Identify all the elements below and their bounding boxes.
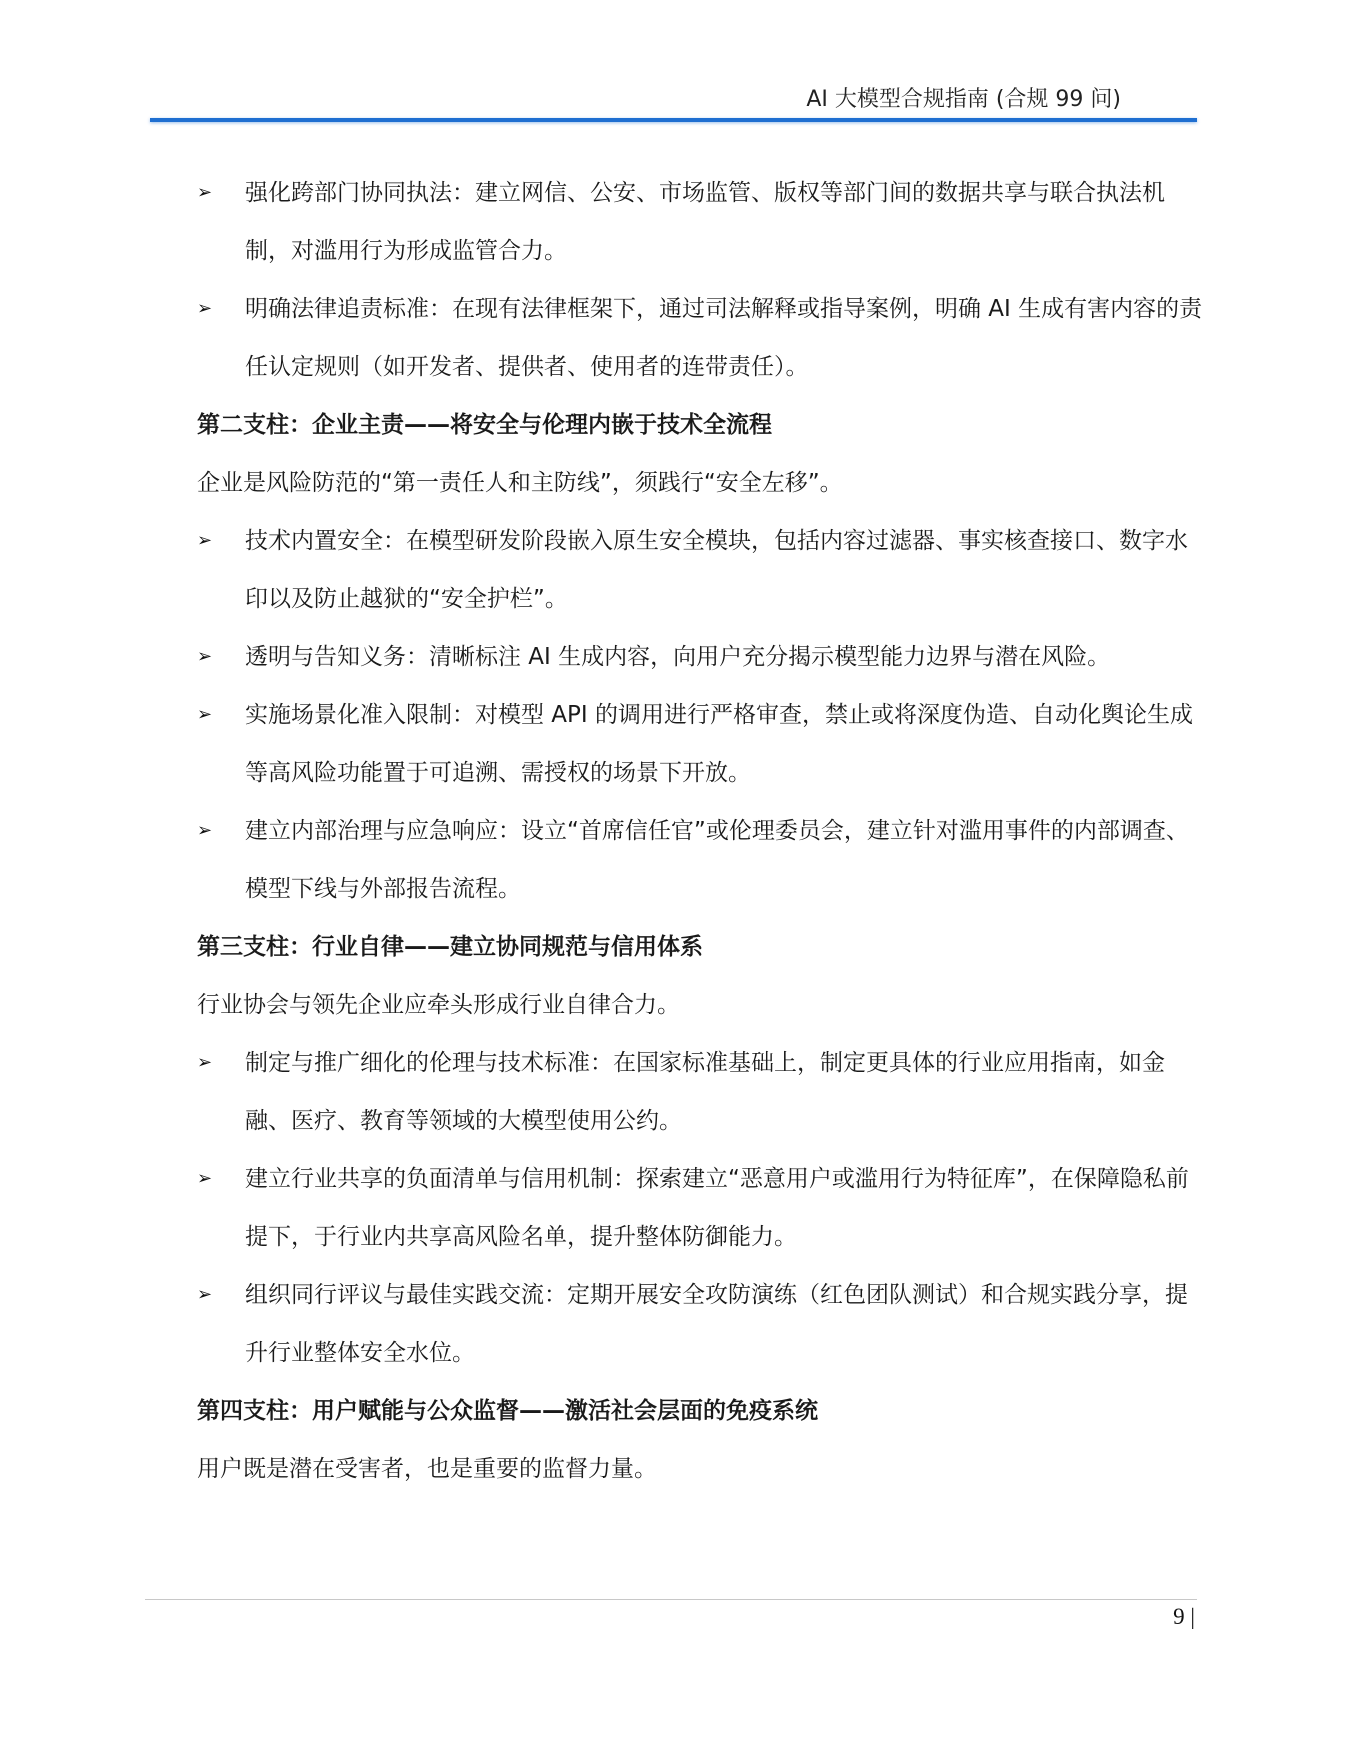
footer-divider <box>145 1599 1197 1600</box>
bullet-item <box>197 512 1207 628</box>
arrow-bullet-icon: ➢ <box>197 646 213 667</box>
bullet-text: 建立内部治理与应急响应：设立“首席信任官”或伦理委员会，建立针对滥用事件的内部调查、模型下线与外部报告流程。 <box>245 818 1189 902</box>
bullet-item <box>197 164 1207 280</box>
arrow-bullet-icon: ➢ <box>197 1052 213 1073</box>
arrow-bullet-icon: ➢ <box>197 182 213 203</box>
paragraph: 行业协会与领先企业应牵头形成行业自律合力。 <box>197 992 680 1018</box>
bullet-text: 组织同行评议与最佳实践交流：定期开展安全攻防演练（红色团队测试）和合规实践分享，提升行业整体安全水位。 <box>245 1282 1188 1366</box>
header-title: AI 大模型合规指南 (合规 99 问) <box>806 87 1121 112</box>
section-heading: 第二支柱：企业主责——将安全与伦理内嵌于技术全流程 <box>197 412 772 438</box>
arrow-bullet-icon: ➢ <box>197 298 213 319</box>
bullet-text: 制定与推广细化的伦理与技术标准：在国家标准基础上，制定更具体的行业应用指南，如金融、医疗、教育等领域的大模型使用公约。 <box>245 1050 1165 1134</box>
arrow-bullet-icon: ➢ <box>197 1168 213 1189</box>
bullet-text: 明确法律追责标准：在现有法律框架下，通过司法解释或指导案例，明确 AI 生成有害内容的责任认定规则（如开发者、提供者、使用者的连带责任）。 <box>245 296 1203 380</box>
bullet-text: 技术内置安全：在模型研发阶段嵌入原生安全模块，包括内容过滤器、事实核查接口、数字水印以及防止越狱的“安全护栏”。 <box>245 528 1188 612</box>
bullet-text: 强化跨部门协同执法：建立网信、公安、市场监管、版权等部门间的数据共享与联合执法机制，对滥用行为形成监管合力。 <box>245 180 1165 264</box>
document-body <box>197 164 1207 1498</box>
bullet-item <box>197 686 1207 802</box>
bullet-item <box>197 1034 1207 1150</box>
bullet-item <box>197 1150 1207 1266</box>
arrow-bullet-icon: ➢ <box>197 1284 213 1305</box>
arrow-bullet-icon: ➢ <box>197 820 213 841</box>
section-heading: 第三支柱：行业自律——建立协同规范与信用体系 <box>197 934 703 960</box>
page-number: 9 | <box>1173 1604 1195 1629</box>
bullet-item <box>197 280 1207 396</box>
paragraph: 用户既是潜在受害者，也是重要的监督力量。 <box>197 1456 657 1482</box>
bullet-item <box>197 628 1207 686</box>
arrow-bullet-icon: ➢ <box>197 530 213 551</box>
bullet-item <box>197 802 1207 918</box>
bullet-item <box>197 1266 1207 1382</box>
header-divider <box>150 118 1197 122</box>
paragraph: 企业是风险防范的“第一责任人和主防线”，须践行“安全左移”。 <box>197 470 843 496</box>
arrow-bullet-icon: ➢ <box>197 704 213 725</box>
section-heading: 第四支柱：用户赋能与公众监督——激活社会层面的免疫系统 <box>197 1398 818 1424</box>
bullet-text: 建立行业共享的负面清单与信用机制：探索建立“恶意用户或滥用行为特征库”，在保障隐私前提下，于行业内共享高风险名单，提升整体防御能力。 <box>245 1166 1189 1250</box>
bullet-text: 透明与告知义务：清晰标注 AI 生成内容，向用户充分揭示模型能力边界与潜在风险。 <box>245 644 1111 670</box>
bullet-text: 实施场景化准入限制：对模型 API 的调用进行严格审查，禁止或将深度伪造、自动化舆论生成等高风险功能置于可追溯、需授权的场景下开放。 <box>245 702 1194 786</box>
